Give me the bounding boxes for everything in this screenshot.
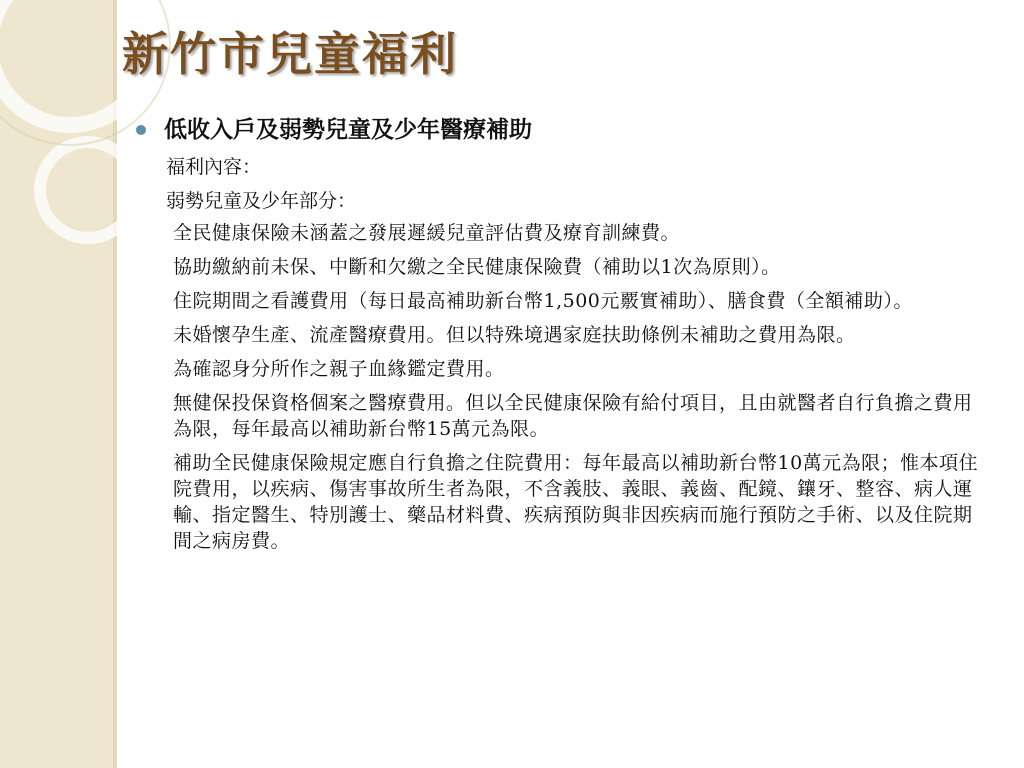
bullet-heading-row xyxy=(130,112,1000,150)
list-item: 無健保投保資格個案之醫療費用。但以全民健康保險有給付項目，且由就醫者自行負擔之費用為限，每年最高以補助新台幣15萬元為限。 xyxy=(173,392,973,440)
list-item: 全民健康保險未涵蓋之發展遲緩兒童評估費及療育訓練費。 xyxy=(173,222,681,244)
slide-title: 新竹市兒童福利 xyxy=(122,27,458,81)
list-item: 未婚懷孕生產、流產醫療費用。但以特殊境遇家庭扶助條例未補助之費用為限。 xyxy=(173,324,856,346)
slide-content xyxy=(130,112,1000,562)
list-item: 協助繳納前未保、中斷和欠繳之全民健康保險費（補助以1次為原則）。 xyxy=(173,256,781,278)
section-heading: 低收入戶及弱勢兒童及少年醫療補助 xyxy=(164,116,532,143)
benefit-list xyxy=(173,220,1000,554)
content-label: 福利內容： xyxy=(166,156,262,178)
list-item: 補助全民健康保險規定應自行負擔之住院費用：每年最高以補助新台幣10萬元為限；惟本項住院費用，以疾病、傷害事故所生者為限，不含義肢、義眼、義齒、配鏡、鑲牙、整容、病人運輸、指定醫生、特別護士、藥品材料費、疾病預防與非因疾病而施行預防之手術、以及住院期間之病房費。 xyxy=(173,452,979,552)
group-label: 弱勢兒童及少年部分： xyxy=(166,190,357,212)
bullet-dot-icon xyxy=(136,125,146,135)
deco-circle-small xyxy=(40,142,136,238)
list-item: 住院期間之看護費用（每日最高補助新台幣1,500元覈實補助）、膳食費（全額補助）。 xyxy=(173,290,913,312)
list-item: 為確認身分所作之親子血緣鑑定費用。 xyxy=(173,358,505,380)
